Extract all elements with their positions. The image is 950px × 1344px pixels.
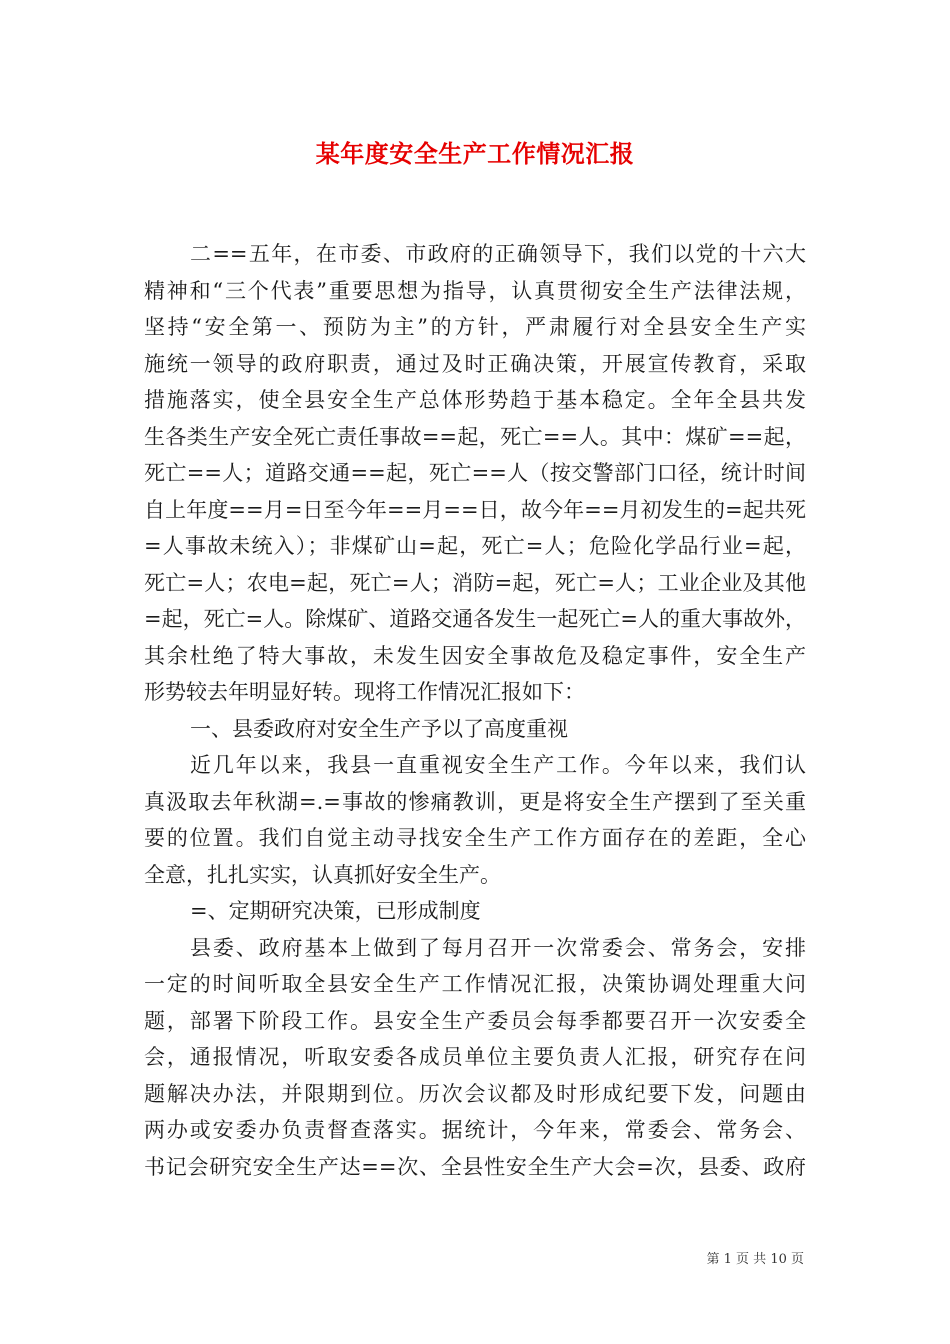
body-text-line: 要的位置。我们自觉主动寻找安全生产工作方面存在的差距，全心 <box>144 826 806 850</box>
body-text-line: 两办或安委办负责督查落实。据统计，今年来，常委会、常务会、 <box>144 1118 806 1142</box>
body-text-line: 县委、政府基本上做到了每月召开一次常委会、常务会，安排 <box>190 935 806 960</box>
body-text-line: 二==五年，在市委、市政府的正确领导下，我们以党的十六大 <box>190 242 806 266</box>
document-body <box>144 236 806 1185</box>
body-text-line: 近几年以来，我县一直重视安全生产工作。今年以来，我们认 <box>190 753 806 777</box>
body-text-line: 形势较去年明显好转。现将工作情况汇报如下： <box>144 680 585 704</box>
body-text-line: 其余杜绝了特大事故，未发生因安全事故危及稳定事件，安全生产 <box>144 643 806 668</box>
body-text-line: 题解决办法，并限期到位。历次会议都及时形成纪要下发，问题由 <box>144 1081 806 1106</box>
body-text-line: 自上年度==月=日至今年==月==日，故今年==月初发生的=起共死 <box>144 497 806 522</box>
body-text-line: 一定的时间听取全县安全生产工作情况汇报，决策协调处理重大问 <box>144 972 806 996</box>
body-text-line: 施统一领导的政府职责，通过及时正确决策，开展宣传教育，采取 <box>144 351 806 376</box>
body-text-line: 死亡=人；农电=起，死亡=人；消防=起，死亡=人；工业企业及其他 <box>144 570 806 595</box>
document-title: 某年度安全生产工作情况汇报 <box>315 139 635 168</box>
body-text-line: 精神和“三个代表”重要思想为指导，认真贯彻安全生产法律法规， <box>144 278 806 303</box>
body-text-line: 坚持“安全第一、预防为主”的方针，严肃履行对全县安全生产实 <box>144 315 806 339</box>
body-text-line: 措施落实，使全县安全生产总体形势趋于基本稳定。全年全县共发 <box>144 388 806 412</box>
body-text-line: 死亡==人；道路交通==起，死亡==人（按交警部门口径，统计时间 <box>144 461 806 485</box>
body-text-line: 题，部署下阶段工作。县安全生产委员会每季都要召开一次安委全 <box>144 1008 806 1033</box>
page-footer: 第 1 页 共 10 页 <box>706 1252 804 1267</box>
body-text-line: 会，通报情况，听取安委各成员单位主要负责人汇报，研究存在问 <box>144 1045 806 1069</box>
body-text-line: =人事故未统入）；非煤矿山=起，死亡=人；危险化学品行业=起， <box>144 534 806 558</box>
body-text-line: =起，死亡=人。除煤矿、道路交通各发生一起死亡=人的重大事故外， <box>144 607 806 631</box>
body-text-line: 全意，扎扎实实，认真抓好安全生产。 <box>144 862 501 887</box>
body-text-line: 生各类生产安全死亡责任事故==起，死亡==人。其中：煤矿==起， <box>144 424 806 449</box>
body-text-line: 一、县委政府对安全生产予以了高度重视 <box>190 716 568 741</box>
body-text-line: 书记会研究安全生产达==次、全县性安全生产大会=次，县委、政府 <box>144 1154 806 1179</box>
body-text-line: =、定期研究决策，已形成制度 <box>190 899 481 923</box>
body-text-line: 真汲取去年秋湖=.=事故的惨痛教训，更是将安全生产摆到了至关重 <box>144 789 806 814</box>
